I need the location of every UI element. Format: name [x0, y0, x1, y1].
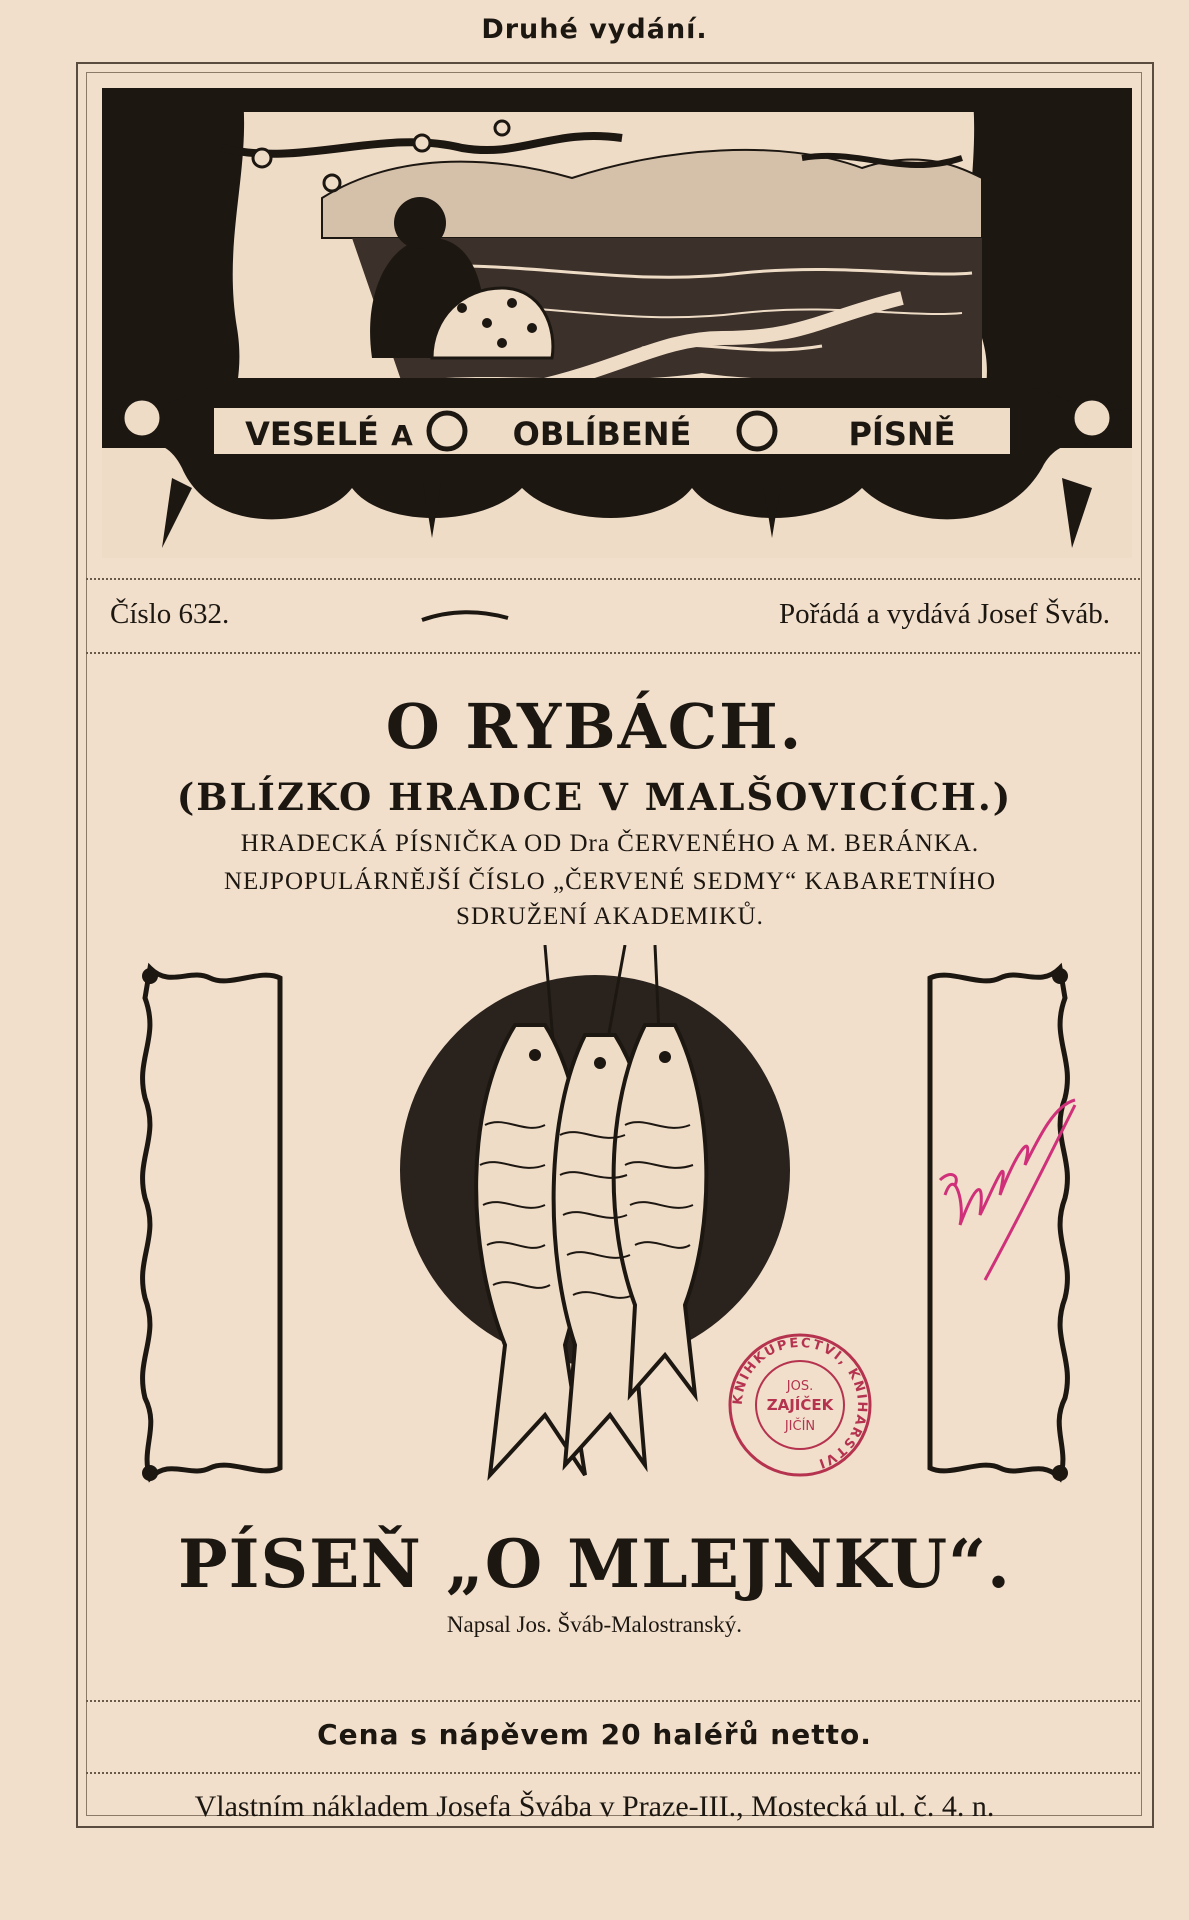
svg-text:ZAJÍČEK: ZAJÍČEK: [766, 1396, 834, 1414]
price-line: Cena s nápěvem 20 haléřů netto.: [317, 1718, 872, 1751]
ornate-frame-left: [130, 958, 295, 1488]
divider-top: [86, 578, 1140, 580]
edition-label: Druhé vydání.: [481, 14, 708, 45]
info-row: [110, 598, 1110, 638]
publisher-line: Pořádá a vydává Josef Šváb.: [779, 598, 1110, 630]
svg-text:JIČÍN: JIČÍN: [784, 1419, 816, 1434]
landscape-illustration: [102, 88, 1132, 558]
ribbon-word-4: PÍSNĚ: [848, 415, 956, 453]
imprint-footer: Vlastním nákladem Josefa Švába v Praze-III., Mostecká ul. č. 4. n.: [194, 1790, 995, 1823]
ribbon-word-1: VESELÉ: [245, 415, 379, 453]
divider-price-top: [86, 1700, 1140, 1702]
svg-text:KNIHKUPECTVÍ, KNIHAŘSTVÍ: KNIHKUPECTVÍ, KNIHAŘSTVÍ: [730, 1335, 870, 1472]
song-title: O RYBÁCH.: [385, 690, 804, 763]
ribbon-word-2: A: [391, 419, 413, 452]
divider-price-bottom: [86, 1772, 1140, 1774]
song-popularity-line: NEJPOPULÁRNĚJŠÍ ČÍSLO „ČERVENÉ SEDMY“ KABARETNÍHO: [224, 868, 996, 895]
illustrated-banner: [102, 88, 1132, 558]
issue-number: Číslo 632.: [110, 598, 230, 630]
svg-text:JOS.: JOS.: [786, 1379, 814, 1394]
song-group-line: SDRUŽENÍ AKADEMIKŮ.: [456, 903, 764, 930]
bookseller-stamp: [720, 1330, 880, 1480]
song-credit-line: HRADECKÁ PÍSNIČKA OD Dra ČERVENÉHO A M. BERÁNKA.: [240, 830, 980, 857]
second-song-title: PÍSEŇ „O MLEJNKU“.: [177, 1525, 1012, 1603]
song-subtitle: (BLÍZKO HRADCE V MALŠOVICÍCH.): [176, 775, 1013, 819]
ribbon-word-3: OBLÍBENÉ: [512, 415, 692, 453]
handwritten-signature: [925, 1085, 1085, 1285]
divider-info: [86, 652, 1140, 654]
author-line: Napsal Jos. Šváb-Malostranský.: [446, 1612, 743, 1637]
swash-ornament: [420, 608, 510, 628]
